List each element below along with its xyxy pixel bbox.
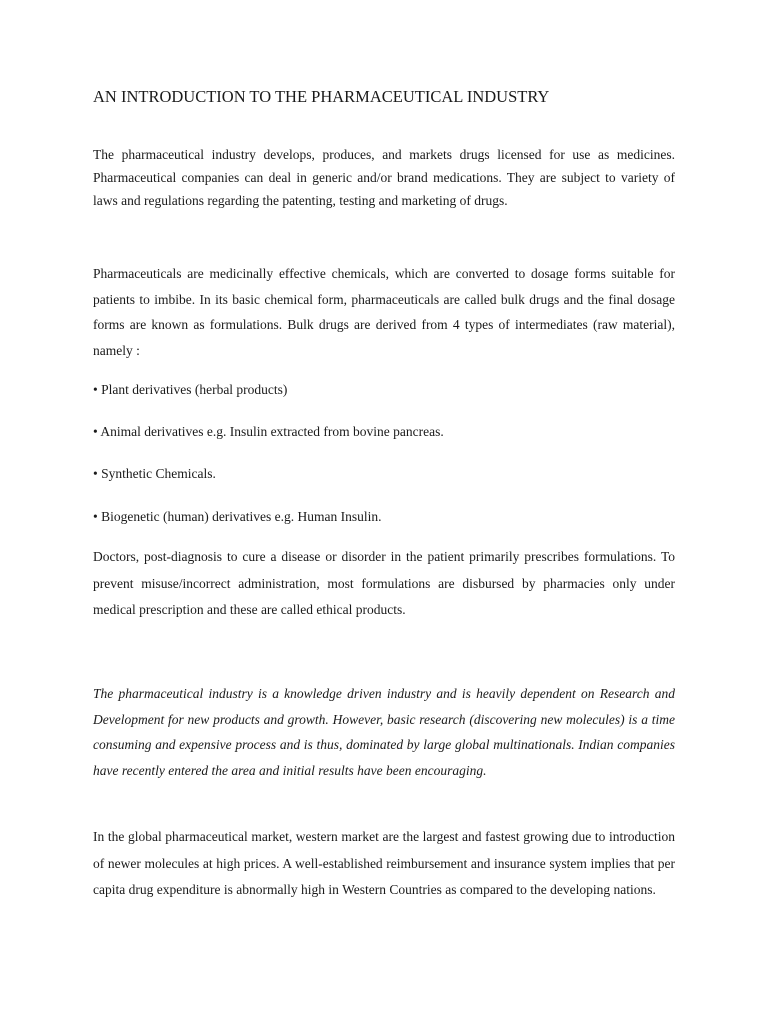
paragraph-intro: The pharmaceutical industry develops, produces, and markets drugs licensed for use as medicines. Pharmaceutical companies can deal in generic and/or brand medications. They are subject to variety of laws and regulations regarding the patenting, testing and marketing of drugs. <box>93 147 675 208</box>
paragraph-doctors: Doctors, post-diagnosis to cure a disease or disorder in the patient primarily prescribes formulations. To prevent misuse/incorrect administration, most formulations are disbursed by pharmacies only under medical prescription and these are called ethical products. <box>93 549 675 617</box>
bullet-item: • Plant derivatives (herbal products) <box>93 382 288 397</box>
paragraph-pharmaceuticals: Pharmaceuticals are medicinally effective chemicals, which are converted to dosage forms suitable for patients to imbibe. In its basic chemical form, pharmaceuticals are called bulk drugs and the final dosage forms are known as formulations. Bulk drugs are derived from 4 types of intermediates (raw material), namely : <box>93 266 675 358</box>
document-title: AN INTRODUCTION TO THE PHARMACEUTICAL INDUSTRY <box>93 87 550 106</box>
bullet-item: • Synthetic Chemicals. <box>93 466 216 481</box>
paragraph-global-market: In the global pharmaceutical market, western market are the largest and fastest growing due to introduction of newer molecules at high prices. A well-established reimbursement and insurance system implies that per capita drug expenditure is abnormally high in Western Countries as compared to the developing nations. <box>93 829 675 897</box>
bullet-item: • Animal derivatives e.g. Insulin extracted from bovine pancreas. <box>93 424 444 439</box>
paragraph-knowledge-industry: The pharmaceutical industry is a knowledge driven industry and is heavily dependent on Research and Development for new products and growth. However, basic research (discovering new molecules) is a time consuming and expensive process and is thus, dominated by large global multinationals. Indian companies have recently entered the area and initial results have been encouraging. <box>93 686 675 778</box>
bullet-item: • Biogenetic (human) derivatives e.g. Human Insulin. <box>93 509 382 524</box>
